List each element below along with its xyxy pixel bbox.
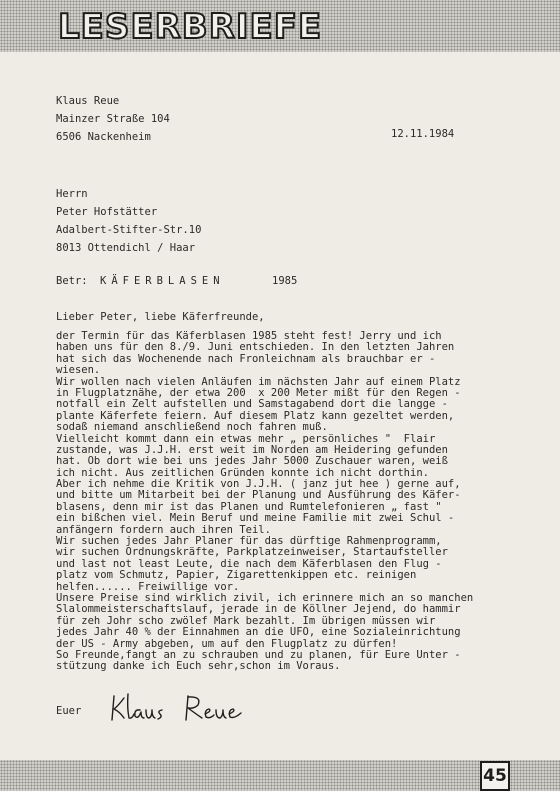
recipient-city: 8013 Ottendichl / Haar [56,242,196,254]
signature [110,690,280,730]
body-line: wiesen. [56,364,101,377]
body-line: hat. Ob dort wie bei uns jedes Jahr 5000 Zuschauer waren, weiß [56,455,448,468]
body-line: der US - Army abgeben, um auf den Flugplatz zu dürfen! [56,637,398,650]
recipient-salutation: Herrn [56,188,88,200]
letter-body [56,331,536,673]
body-line: ein bißchen viel. Mein Beruf und meine Familie mit zwei Schul - [56,512,455,525]
body-line: helfen...... Freiwillige vor. [56,580,240,593]
greeting: Lieber Peter, liebe Käferfreunde, [56,311,265,323]
body-line: Wir suchen jedes Jahr Planer für das dürftige Rahmenprogramm, [56,535,442,548]
body-line: Aber ich nehme die Kritik von J.J.H. ( janz jut hee ) gerne auf, [56,478,461,491]
page-title: LESERBRIEFE [58,7,323,47]
body-line: zustande, was J.J.H. erst weit im Norden am Heidering gefunden [56,443,448,456]
body-line: in Flugplatznähe, der etwa 200 x 200 Meter mißt für den Regen - [56,386,461,399]
page-number: 45 [480,761,510,791]
subject-year: 1985 [272,275,298,287]
body-line: jedes Jahr 40 % der Einnahmen an die UFO, eine Sozialeinrichtung [56,626,461,639]
recipient-street: Adalbert-Stifter-Str.10 [56,224,202,236]
sender-city: 6506 Nackenheim [56,131,151,143]
sender-name: Klaus Reue [56,95,120,107]
body-line: sodaß niemand anschließend noch fahren muß. [56,421,328,434]
body-line: notfall ein Zelt aufstellen und Samstagabend dort die langge - [56,398,448,411]
body-line: haben uns für den 8./9. Juni entschieden. In den letzten Jahren [56,341,455,354]
body-line: hat sich das Wochenende nach Fronleichnam als brauchbar er - [56,352,436,365]
letter-date: 12.11.1984 [391,128,455,140]
body-line: Unsere Preise sind wirklich zivil, ich erinnere mich an so manchen [56,591,474,604]
sender-street: Mainzer Straße 104 [56,113,170,125]
body-line: stützung danke ich Euch sehr,schon im Voraus. [56,660,341,673]
body-line: Vielleicht kommt dann ein etwas mehr „ persönliches " Flair [56,432,436,445]
subject-title: KÄFERBLASEN [100,275,225,287]
recipient-name: Peter Hofstätter [56,206,158,218]
body-line: der Termin für das Käferblasen 1985 steht fest! Jerry und ich [56,330,442,342]
body-line: Wir wollen nach vielen Anläufen im nächsten Jahr auf einem Platz [56,375,461,388]
body-line: platz vom Schmutz, Papier, Zigarettenkippen etc. reinigen [56,569,417,582]
body-line: ich nicht. Aus zeitlichen Gründen konnte ich nicht dorthin. [56,466,429,479]
body-line: plante Käferfete feiern. Auf diesem Platz kann gezeltet werden, [56,409,455,422]
closing: Euer [56,705,82,717]
body-line: anfängern fordern auch ihren Teil. [56,523,271,536]
subject-label: Betr: [56,275,88,287]
body-line: Slalommeisterschaftslauf, jerade in de Köllner Jejend, do hammir [56,603,461,616]
body-line: und bitte um Mitarbeit bei der Planung und Ausführung des Käfer- [56,489,461,502]
body-line: und last not least Leute, die nach dem Käferblasen den Flug - [56,557,442,570]
body-line: blasens, denn mir ist das Planen und Rumtelefonieren „ fast " [56,500,442,513]
body-line: für zeh Johr scho zwölef Mark bezahlt. Im übrigen müssen wir [56,614,436,627]
body-line: So Freunde,fangt an zu schrauben und zu planen, für Eure Unter - [56,648,461,661]
body-line: wir suchen Ordnungskräfte, Parkplatzeinweiser, Startaufsteller [56,546,448,559]
footer-band [0,760,560,791]
